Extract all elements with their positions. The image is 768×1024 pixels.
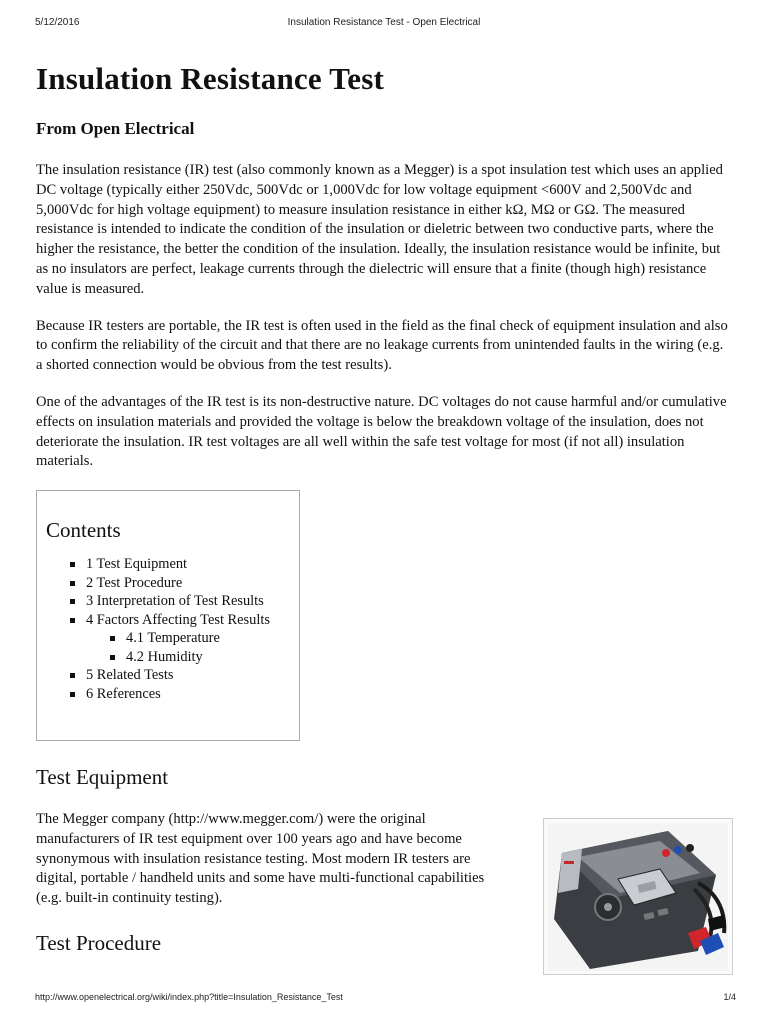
bullet-icon <box>70 599 75 604</box>
print-page-number: 1/4 <box>723 992 736 1002</box>
print-date: 5/12/2016 <box>35 17 80 28</box>
page-title: Insulation Resistance Test <box>36 61 384 96</box>
insulation-tester-figure[interactable] <box>543 818 733 975</box>
article-content <box>36 58 736 955</box>
bullet-icon <box>70 581 75 586</box>
print-page-title: Insulation Resistance Test - Open Electrical <box>287 17 481 28</box>
toc-link[interactable]: 3 Interpretation of Test Results <box>86 593 264 610</box>
bullet-icon <box>70 673 75 678</box>
bullet-icon <box>70 692 75 697</box>
toc-item-interpretation[interactable] <box>46 592 299 611</box>
bullet-icon <box>110 655 115 660</box>
toc-link[interactable]: 2 Test Procedure <box>86 574 183 591</box>
toc-item-humidity[interactable] <box>46 648 299 667</box>
advantages-paragraph: One of the advantages of the IR test is its non-destructive nature. DC voltages do not cause harmful and/or cumulative effects on insulation materials and provided the voltage is below the breakdown voltage of the insulation, does not deteriorate the insulation. IR test voltages are all well within the safe test voltage for most (if not all) insulation materials. <box>36 393 727 470</box>
section-heading-test-equipment: Test Equipment <box>36 765 169 789</box>
bullet-icon <box>70 562 75 567</box>
bullet-icon <box>70 618 75 623</box>
toc-link[interactable]: 4.1 Temperature <box>126 630 220 647</box>
toc-link[interactable]: 6 References <box>86 685 161 702</box>
toc-heading: Contents <box>46 518 121 543</box>
toc-item-related-tests[interactable] <box>46 666 299 685</box>
portability-paragraph: Because IR testers are portable, the IR test is often used in the field as the final check of equipment insulation and also to confirm the reliability of the circuit and that there are no leakage currents from unintended faults in the wiring (e.g. a shorted connection would be obvious from the test results). <box>36 317 728 374</box>
section-heading-test-procedure: Test Procedure <box>36 931 162 955</box>
toc-item-temperature[interactable] <box>46 629 299 648</box>
print-footer <box>0 992 768 1006</box>
print-header <box>0 17 768 31</box>
table-of-contents <box>36 490 300 741</box>
test-equipment-body <box>36 810 496 909</box>
toc-link[interactable]: 4 Factors Affecting Test Results <box>86 611 270 628</box>
bullet-icon <box>110 636 115 641</box>
toc-item-test-procedure[interactable] <box>46 574 299 593</box>
print-url: http://www.openelectrical.org/wiki/index.php?title=Insulation_Resistance_Test <box>35 992 343 1002</box>
toc-item-references[interactable] <box>46 685 299 704</box>
toc-link[interactable]: 1 Test Equipment <box>86 556 188 573</box>
test-equipment-paragraph: The Megger company (http://www.megger.com/) were the original manufacturers of IR test equipment over 100 years ago and have become synonymous with insulation resistance testing. Most modern IR testers are digital, portable / handheld units and some have multi-functional capabilities (e.g. built-in continuity testing). <box>36 811 485 907</box>
toc-item-test-equipment[interactable] <box>46 555 299 574</box>
toc-link[interactable]: 4.2 Humidity <box>126 648 203 665</box>
intro-paragraph: The insulation resistance (IR) test (also commonly known as a Megger) is a spot insulation test which uses an applied DC voltage (typically either 250Vdc, 500Vdc or 1,000Vdc for low voltage equipment <600V and 2,500Vdc and 5,000Vdc for high voltage equipment) to measure insulation resistance in either kΩ, MΩ or GΩ. The measured resistance is intended to indicate the condition of the insulation or dieletric between two conductive parts, where the higher the resistance, the better the condition of the insulation. Ideally, the insulation resistance would be infinite, but as no insulators are perfect, leakage currents through the dielectric will ensure that a finite (though high) resistance value is measured. <box>36 162 723 297</box>
toc-list <box>46 555 299 703</box>
article-subtitle: From Open Electrical <box>36 119 195 138</box>
toc-item-factors[interactable] <box>46 611 299 630</box>
toc-link[interactable]: 5 Related Tests <box>86 667 174 684</box>
insulation-tester-photo-icon <box>548 823 728 971</box>
